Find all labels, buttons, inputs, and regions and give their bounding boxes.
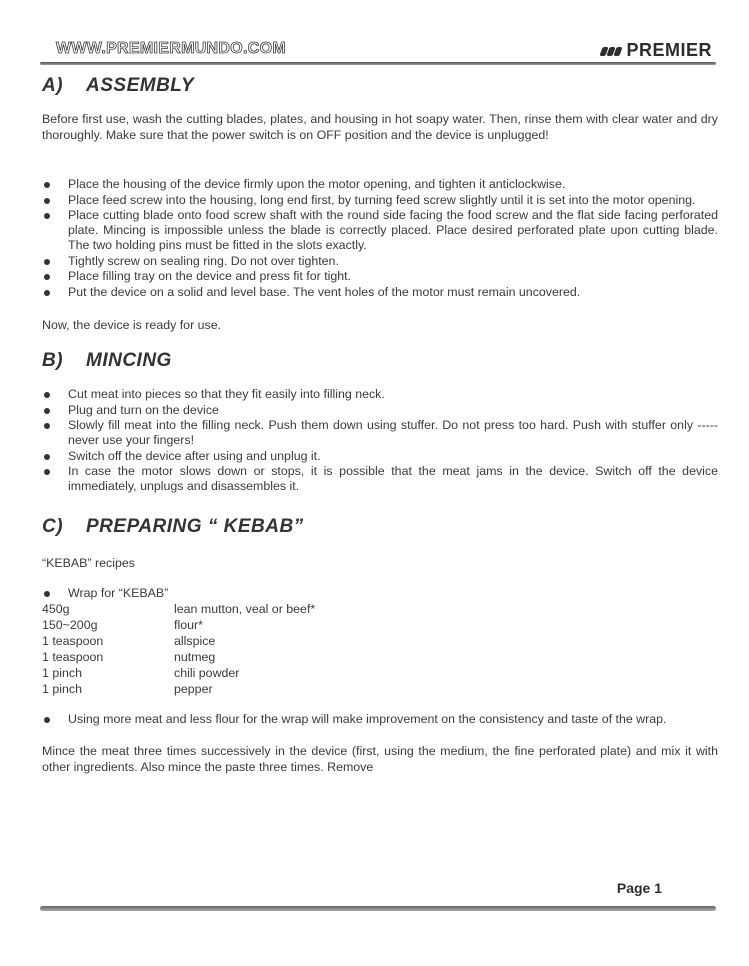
brand-mark-icon bbox=[601, 40, 622, 61]
ingredients-table bbox=[42, 601, 315, 697]
wrap-heading-list bbox=[42, 586, 718, 602]
ingredient-quantity: 1 teaspoon bbox=[42, 634, 104, 648]
section-title: MINCING bbox=[86, 350, 172, 371]
section-heading-assembly bbox=[42, 75, 194, 97]
section-title: PREPARING “ KEBAB” bbox=[86, 516, 304, 537]
bullet-item: Place feed screw into the housing, long end first, by turning feed screw slightly until it is set into the motor opening. bbox=[42, 193, 718, 208]
bullet-item: Slowly fill meat into the filling neck. Push them down using stuffer. Do not press too hard. Push with stuffer only -----never use your fingers! bbox=[42, 418, 718, 448]
bullet-item: Place cutting blade onto food screw shaft with the round side facing the food screw and the flat side facing perforated plate. Mincing is impossible unless the blade is correctly placed. Place desired perforated plate upon cutting blade. The two holding pins must be fitted in the slots exactly. bbox=[42, 208, 718, 253]
wrap-label: Wrap for “KEBAB” bbox=[42, 586, 718, 601]
ingredient-quantity: 450g bbox=[42, 602, 70, 616]
page-number: Page 1 bbox=[616, 880, 662, 896]
ingredient-name: chili powder bbox=[174, 666, 240, 680]
ingredient-row bbox=[42, 649, 315, 665]
brand-logo bbox=[601, 40, 712, 61]
assembly-intro: Before first use, wash the cutting blades, plates, and housing in hot soapy water. Then, rinse them with clear water and dry thoroughly. Make sure that the power switch is on OFF position and the device is unplugged! bbox=[42, 112, 718, 142]
footer-divider bbox=[40, 906, 716, 911]
ingredient-name: lean mutton, veal or beef* bbox=[174, 602, 316, 616]
ingredient-row bbox=[42, 665, 315, 681]
ingredient-quantity: 150~200g bbox=[42, 618, 98, 632]
bullet-item: Place the housing of the device firmly upon the motor opening, and tighten it anticlockwise. bbox=[42, 177, 718, 192]
ingredient-quantity: 1 pinch bbox=[42, 666, 82, 680]
brand-name: PREMIER bbox=[626, 40, 712, 60]
section-heading-kebab bbox=[42, 516, 304, 538]
header-divider bbox=[40, 62, 716, 65]
ingredient-row bbox=[42, 601, 315, 617]
ingredient-row bbox=[42, 617, 315, 633]
section-number: A) bbox=[42, 75, 64, 96]
bullet-item: Tightly screw on sealing ring. Do not over tighten. bbox=[42, 254, 718, 269]
ingredient-name: allspice bbox=[174, 634, 216, 648]
ingredient-quantity: 1 pinch bbox=[42, 682, 82, 696]
assembly-steps bbox=[42, 177, 718, 300]
ingredient-name: nutmeg bbox=[174, 650, 216, 664]
section-number: B) bbox=[42, 350, 64, 371]
ingredient-row bbox=[42, 681, 315, 697]
section-title: ASSEMBLY bbox=[86, 75, 195, 96]
tip-list bbox=[42, 712, 718, 728]
section-number: C) bbox=[42, 516, 64, 537]
ingredient-quantity: 1 teaspoon bbox=[42, 650, 104, 664]
bullet-item: Plug and turn on the device bbox=[42, 403, 718, 418]
wrap-tip: Using more meat and less flour for the wrap will make improvement on the consistency and taste of the wrap. bbox=[42, 712, 718, 727]
section-heading-mincing bbox=[42, 350, 172, 372]
assembly-outro: Now, the device is ready for use. bbox=[42, 318, 222, 332]
ingredient-name: flour* bbox=[174, 618, 203, 632]
bullet-item: Place filling tray on the device and press fit for tight. bbox=[42, 269, 718, 284]
page-header bbox=[40, 38, 716, 62]
bullet-item: In case the motor slows down or stops, it is possible that the meat jams in the device. Switch off the device immediately, unplugs and disassembles it. bbox=[42, 464, 718, 494]
ingredient-name: pepper bbox=[174, 682, 213, 696]
mincing-steps bbox=[42, 387, 718, 495]
recipes-label: “KEBAB” recipes bbox=[42, 556, 135, 570]
kebab-instructions: Mince the meat three times successively in the device (first, using the medium, the fine perforated plate) and mix it with other ingredients. Also mince the paste three times. Remove bbox=[42, 744, 718, 774]
bullet-item: Cut meat into pieces so that they fit easily into filling neck. bbox=[42, 387, 718, 402]
ingredient-row bbox=[42, 633, 315, 649]
bullet-item: Put the device on a solid and level base. The vent holes of the motor must remain uncovered. bbox=[42, 285, 718, 300]
bullet-item: Switch off the device after using and unplug it. bbox=[42, 449, 718, 464]
website-logo-text: WWW.PREMIERMUNDO.COM bbox=[56, 40, 286, 57]
